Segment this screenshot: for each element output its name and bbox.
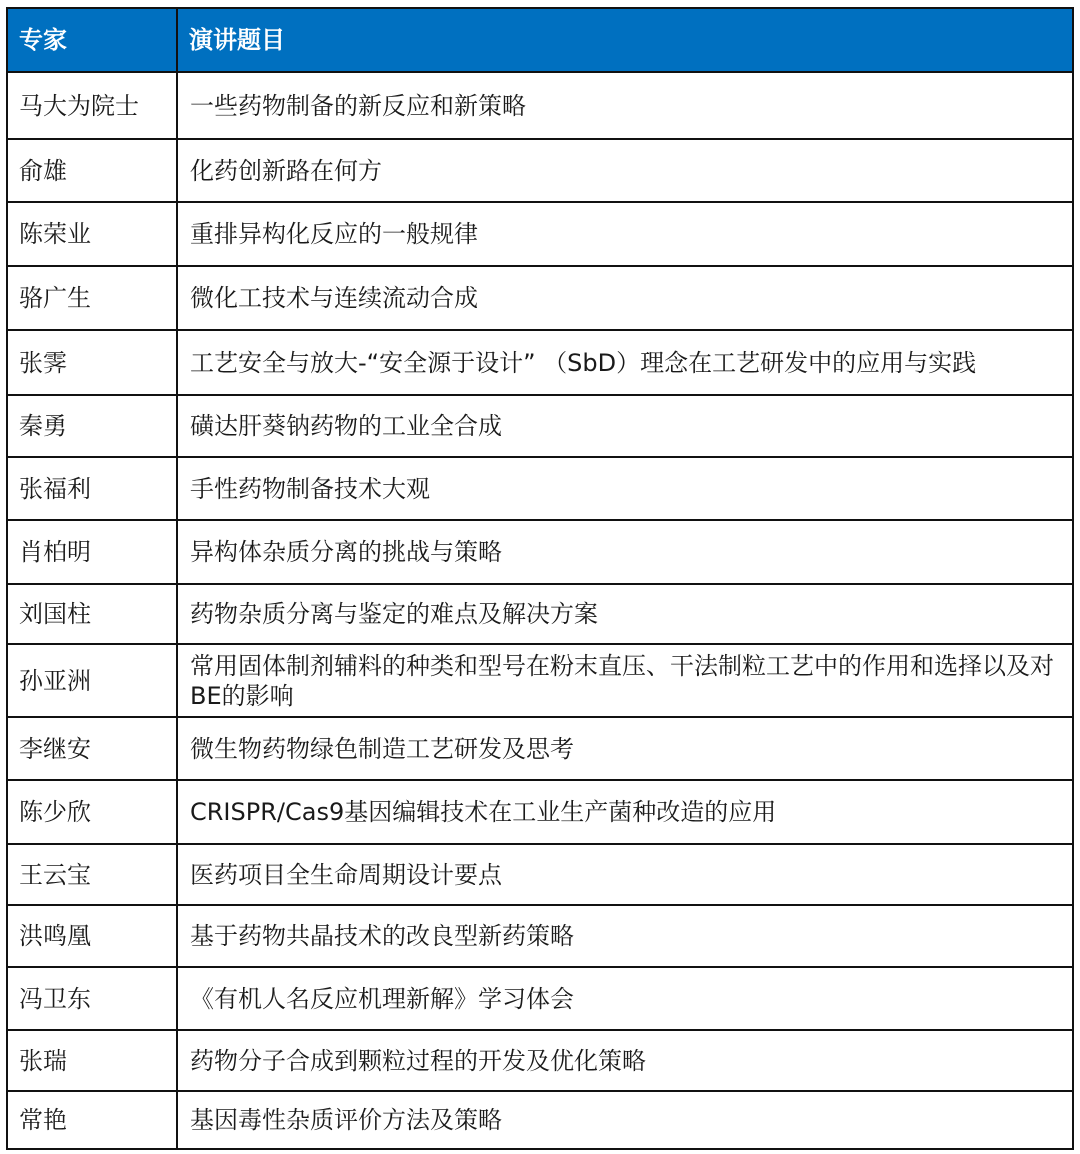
topic-cell: 重排异构化反应的一般规律 [177, 202, 1073, 266]
topic-cell: 异构体杂质分离的挑战与策略 [177, 520, 1073, 584]
topic-cell: 一些药物制备的新反应和新策略 [177, 72, 1073, 139]
table-row [7, 72, 1073, 139]
expert-name-cell: 张福利 [7, 457, 177, 520]
expert-name-cell: 骆广生 [7, 266, 177, 330]
expert-name-cell: 孙亚洲 [7, 644, 177, 717]
expert-name-cell: 马大为院士 [7, 72, 177, 139]
table-row [7, 844, 1073, 905]
table-row [7, 520, 1073, 584]
expert-name-cell: 刘国柱 [7, 584, 177, 644]
column-header-expert: 专家 [7, 8, 177, 72]
topic-cell: 基因毒性杂质评价方法及策略 [177, 1091, 1073, 1149]
expert-name-cell: 王云宝 [7, 844, 177, 905]
topic-cell: 药物杂质分离与鉴定的难点及解决方案 [177, 584, 1073, 644]
topic-cell: 《有机人名反应机理新解》学习体会 [177, 967, 1073, 1030]
topic-cell: 磺达肝葵钠药物的工业全合成 [177, 395, 1073, 457]
expert-name-cell: 陈荣业 [7, 202, 177, 266]
expert-name-cell: 张霁 [7, 330, 177, 395]
table-header-row [7, 8, 1073, 72]
topic-cell: 微生物药物绿色制造工艺研发及思考 [177, 717, 1073, 780]
table-row [7, 780, 1073, 844]
expert-name-cell: 张瑞 [7, 1030, 177, 1091]
table-row [7, 905, 1073, 967]
expert-name-cell: 洪鸣凰 [7, 905, 177, 967]
topic-cell: 工艺安全与放大-“安全源于设计” （SbD）理念在工艺研发中的应用与实践 [177, 330, 1073, 395]
topic-cell: 医药项目全生命周期设计要点 [177, 844, 1073, 905]
expert-name-cell: 肖柏明 [7, 520, 177, 584]
table-row [7, 1030, 1073, 1091]
speaker-topic-table [6, 7, 1074, 1150]
expert-name-cell: 冯卫东 [7, 967, 177, 1030]
topic-cell: 化药创新路在何方 [177, 139, 1073, 202]
expert-name-cell: 李继安 [7, 717, 177, 780]
table-row [7, 967, 1073, 1030]
topic-cell: 药物分子合成到颗粒过程的开发及优化策略 [177, 1030, 1073, 1091]
expert-name-cell: 陈少欣 [7, 780, 177, 844]
topic-cell: 手性药物制备技术大观 [177, 457, 1073, 520]
table-row [7, 330, 1073, 395]
table-row [7, 139, 1073, 202]
topic-cell: 常用固体制剂辅料的种类和型号在粉末直压、干法制粒工艺中的作用和选择以及对BE的影响 [177, 644, 1073, 717]
topic-cell: 微化工技术与连续流动合成 [177, 266, 1073, 330]
table-row [7, 266, 1073, 330]
table-row [7, 202, 1073, 266]
topic-cell: 基于药物共晶技术的改良型新药策略 [177, 905, 1073, 967]
table-body [7, 72, 1073, 1149]
table-row [7, 584, 1073, 644]
topic-cell: CRISPR/Cas9基因编辑技术在工业生产菌种改造的应用 [177, 780, 1073, 844]
table-row [7, 457, 1073, 520]
expert-name-cell: 秦勇 [7, 395, 177, 457]
table-row [7, 717, 1073, 780]
column-header-topic: 演讲题目 [177, 8, 1073, 72]
expert-name-cell: 常艳 [7, 1091, 177, 1149]
table-row [7, 1091, 1073, 1149]
table-row [7, 395, 1073, 457]
table-row [7, 644, 1073, 717]
expert-name-cell: 俞雄 [7, 139, 177, 202]
